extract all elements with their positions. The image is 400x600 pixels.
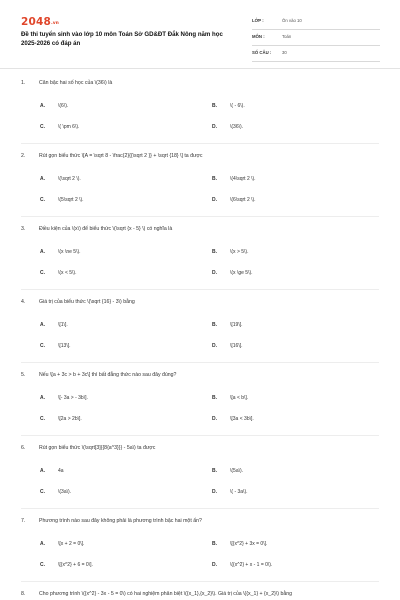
option-text: \[2a > 2b\]. xyxy=(58,416,82,422)
question-4 xyxy=(0,299,400,372)
answer-option-a[interactable] xyxy=(40,322,68,328)
answer-option-a[interactable] xyxy=(40,103,68,109)
option-letter: B. xyxy=(212,322,217,328)
option-letter: B. xyxy=(212,249,217,255)
answer-option-d[interactable] xyxy=(212,197,256,203)
site-logo[interactable] xyxy=(21,16,59,28)
question-7 xyxy=(0,518,400,591)
question-text: Rút gọn biểu thức \(\sqrt[3]{{8{a^3}}} - 5a\) ta được xyxy=(39,445,156,451)
question-number: 6. xyxy=(21,445,26,451)
answer-option-b[interactable] xyxy=(212,322,243,328)
answer-option-a[interactable] xyxy=(40,541,84,547)
option-letter: B. xyxy=(212,541,217,547)
option-text: \[x + 2 = 0\]. xyxy=(58,541,85,547)
option-text: \(6\sqrt 2 \). xyxy=(230,197,256,203)
question-separator xyxy=(21,508,379,509)
option-letter: B. xyxy=(212,468,217,474)
option-letter: D. xyxy=(212,197,217,203)
question-text: Phương trình nào sau đây không phải là phương trình bậc hai một ẩn? xyxy=(39,518,202,524)
question-number: 1. xyxy=(21,80,26,86)
logo-suffix: .vn xyxy=(51,21,59,26)
option-letter: D. xyxy=(212,270,217,276)
question-number: 7. xyxy=(21,518,26,524)
option-text: 4a xyxy=(58,468,64,474)
question-separator xyxy=(21,143,379,144)
answer-option-b[interactable] xyxy=(212,468,243,474)
question-1 xyxy=(0,80,400,153)
option-text: \( \pm 6\). xyxy=(58,124,80,130)
option-letter: D. xyxy=(212,124,217,130)
option-text: \[3a < 3b\]. xyxy=(230,416,254,422)
option-text: \(x < 5\). xyxy=(58,270,77,276)
answer-option-c[interactable] xyxy=(40,343,71,349)
answer-option-a[interactable] xyxy=(40,176,81,182)
question-5 xyxy=(0,372,400,445)
meta-row-class xyxy=(252,16,380,30)
option-letter: D. xyxy=(212,489,217,495)
option-letter: A. xyxy=(40,176,45,182)
option-text: \(6\). xyxy=(58,103,69,109)
answer-option-d[interactable] xyxy=(212,270,253,276)
question-number: 5. xyxy=(21,372,26,378)
option-text: \(36\). xyxy=(230,124,244,130)
answer-option-c[interactable] xyxy=(40,562,93,568)
answer-option-b[interactable] xyxy=(212,103,245,109)
option-text: \(\sqrt 2 \). xyxy=(58,176,81,182)
option-letter: C. xyxy=(40,562,45,568)
question-separator xyxy=(21,216,379,217)
meta-value: Ôn vào 10 xyxy=(282,18,302,23)
meta-row-count xyxy=(252,48,380,62)
option-text: \( - 3a\). xyxy=(230,489,248,495)
answer-option-d[interactable] xyxy=(212,343,243,349)
answer-option-c[interactable] xyxy=(40,124,79,130)
option-text: \({x^2} + x - 1 = 0\). xyxy=(230,562,273,568)
question-text: Căn bậc hai số học của \(36\) là xyxy=(39,80,113,86)
meta-label: SỐ CÂU : xyxy=(252,50,272,55)
option-text: \[19\]. xyxy=(230,322,243,328)
question-2 xyxy=(0,153,400,226)
option-letter: C. xyxy=(40,197,45,203)
question-number: 3. xyxy=(21,226,26,232)
option-text: \[a < b\]. xyxy=(230,395,249,401)
question-text: Rút gọn biểu thức \[A = \sqrt 8 - \frac{2}{{\sqrt 2 }} + \sqrt {18} \] ta được xyxy=(39,153,203,159)
option-letter: A. xyxy=(40,322,45,328)
option-text: \(5a\). xyxy=(230,468,244,474)
question-list xyxy=(0,80,400,600)
question-number: 8. xyxy=(21,591,26,597)
answer-option-c[interactable] xyxy=(40,270,76,276)
meta-row-subject xyxy=(252,32,380,46)
option-text: \(3a\). xyxy=(58,489,72,495)
header-divider xyxy=(0,68,400,69)
option-letter: D. xyxy=(212,416,217,422)
option-text: \[1\]. xyxy=(58,322,68,328)
question-6 xyxy=(0,445,400,518)
option-text: \(4\sqrt 2 \). xyxy=(230,176,256,182)
question-text: Cho phương trình \({x^2} - 3x - 5 = 0\) có hai nghiệm phân biệt \({x_1},{x_2}\). Giá trị của \({x_1} + {x_2}\) bằng xyxy=(39,591,292,597)
option-letter: C. xyxy=(40,489,45,495)
option-text: \[{x^2} + 6 = 0\]. xyxy=(58,562,93,568)
answer-option-a[interactable] xyxy=(40,468,64,474)
option-letter: A. xyxy=(40,103,45,109)
question-separator xyxy=(21,289,379,290)
answer-option-b[interactable] xyxy=(212,541,267,547)
answer-option-c[interactable] xyxy=(40,489,71,495)
option-text: \[13\]. xyxy=(58,343,71,349)
answer-option-b[interactable] xyxy=(212,176,256,182)
option-letter: C. xyxy=(40,270,45,276)
option-text: \( - 6\). xyxy=(230,103,245,109)
question-separator xyxy=(21,581,379,582)
option-text: \(x \ne 5\). xyxy=(58,249,81,255)
answer-option-d[interactable] xyxy=(212,124,243,130)
option-letter: D. xyxy=(212,343,217,349)
option-text: \[16\]. xyxy=(230,343,243,349)
option-text: \[- 3a > - 3b\]. xyxy=(58,395,88,401)
option-letter: C. xyxy=(40,416,45,422)
logo-text: 2048 xyxy=(21,16,52,28)
option-text: \(x > 5\). xyxy=(230,249,249,255)
answer-option-d[interactable] xyxy=(212,416,254,422)
question-text: Điều kiện của \(x\) để biểu thức \(\sqrt {x - 5} \) có nghĩa là xyxy=(39,226,173,232)
answer-option-c[interactable] xyxy=(40,416,82,422)
option-letter: C. xyxy=(40,124,45,130)
answer-option-d[interactable] xyxy=(212,562,272,568)
answer-option-c[interactable] xyxy=(40,197,84,203)
question-3 xyxy=(0,226,400,299)
option-letter: B. xyxy=(212,395,217,401)
question-separator xyxy=(21,435,379,436)
question-text: Giá trị của biểu thức \(\sqrt {16} - 3\) bằng xyxy=(39,299,135,305)
question-number: 2. xyxy=(21,153,26,159)
meta-label: MÔN : xyxy=(252,34,265,39)
option-text: \(x \ge 5\). xyxy=(230,270,253,276)
option-letter: A. xyxy=(40,541,45,547)
question-8 xyxy=(0,591,400,600)
meta-value: 30 xyxy=(282,50,287,55)
answer-option-d[interactable] xyxy=(212,489,248,495)
exam-title: Đề thi tuyển sinh vào lớp 10 môn Toán Sở GD&ĐT Đắk Nông năm học 2025-2026 có đáp án xyxy=(21,31,223,47)
meta-label: LỚP : xyxy=(252,18,264,23)
answer-option-a[interactable] xyxy=(40,395,88,401)
exam-header xyxy=(0,0,400,66)
question-number: 4. xyxy=(21,299,26,305)
meta-value: Toán xyxy=(282,34,292,39)
option-letter: A. xyxy=(40,395,45,401)
option-letter: A. xyxy=(40,468,45,474)
option-letter: B. xyxy=(212,176,217,182)
option-text: \[{x^2} + 3x = 0\]. xyxy=(230,541,268,547)
answer-option-b[interactable] xyxy=(212,249,248,255)
question-separator xyxy=(21,362,379,363)
answer-option-a[interactable] xyxy=(40,249,81,255)
question-text: Nếu \[a + 3c > b + 3c\] thì bất đẳng thức nào sau đây đúng? xyxy=(39,372,177,378)
option-letter: D. xyxy=(212,562,217,568)
answer-option-b[interactable] xyxy=(212,395,248,401)
exam-meta xyxy=(252,16,380,64)
option-letter: B. xyxy=(212,103,217,109)
option-letter: A. xyxy=(40,249,45,255)
option-letter: C. xyxy=(40,343,45,349)
option-text: \(5\sqrt 2 \). xyxy=(58,197,84,203)
